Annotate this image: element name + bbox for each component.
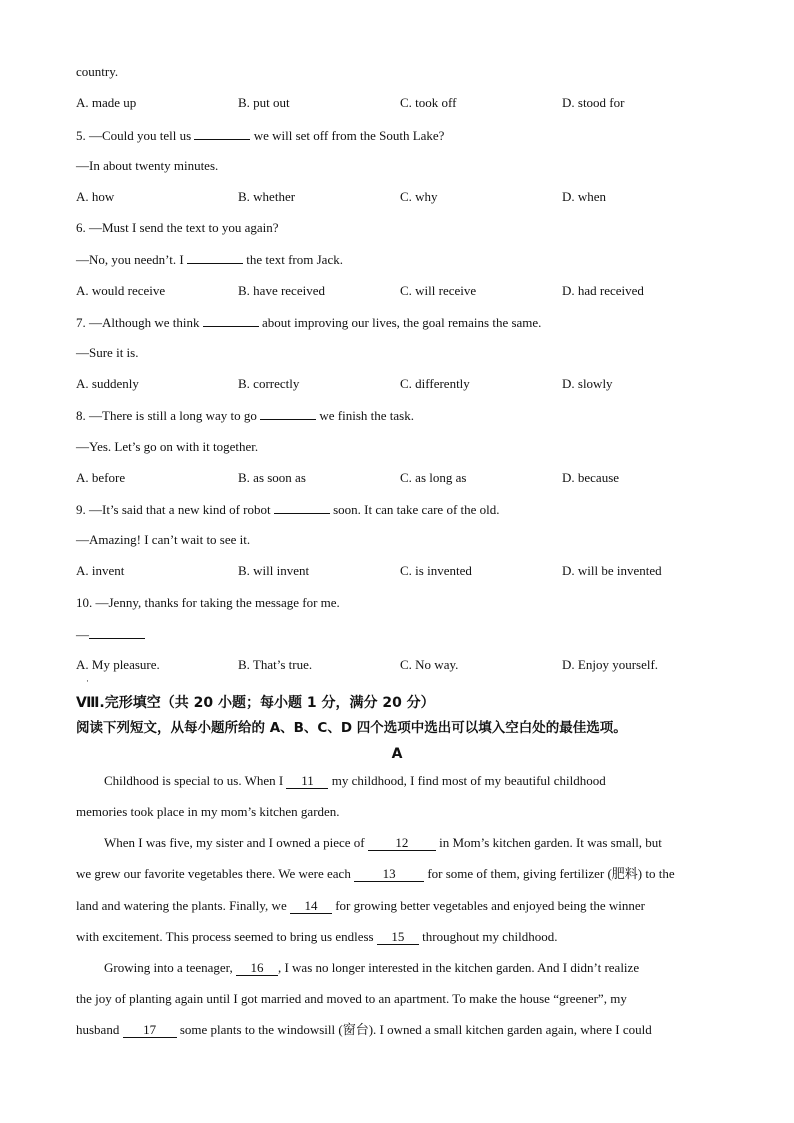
q4-option-a[interactable]: A. made up [76, 95, 137, 110]
blank-11: 11 [286, 774, 328, 789]
q6-option-c[interactable]: C. will receive [400, 283, 477, 298]
q10-option-c[interactable]: C. No way. [400, 657, 459, 672]
q9-prompt-start: 9. —It’s said that a new kind of robot [76, 502, 271, 517]
passage-line [76, 898, 645, 914]
q5-prompt-start: 5. —Could you tell us [76, 128, 192, 143]
passage-text: in Mom’s kitchen garden. It was small, but [439, 835, 662, 850]
q5-reply: —In about twenty minutes. [76, 158, 219, 173]
q6-options [76, 283, 716, 299]
passage-text: we grew our favorite vegetables there. We were each [76, 866, 351, 881]
q5-prompt-end: we will set off from the South Lake? [253, 128, 445, 143]
passage-line [76, 960, 639, 976]
q6-option-d[interactable]: D. had received [562, 283, 644, 298]
answer-blank [187, 251, 243, 264]
q10-option-a[interactable]: A. My pleasure. [76, 657, 160, 672]
passage-line [76, 835, 662, 851]
blank-14: 14 [290, 899, 332, 914]
passage-line [76, 929, 558, 945]
answer-blank [194, 127, 250, 140]
answer-blank [274, 501, 330, 514]
passage-line: memories took place in my mom’s kitchen garden. [76, 804, 340, 819]
q10-reply [76, 626, 145, 643]
q7-option-b[interactable]: B. correctly [238, 376, 300, 391]
q8-prompt [76, 407, 414, 424]
passage-line [76, 1022, 652, 1038]
q6-reply-start: —No, you needn’t. I [76, 252, 184, 267]
answer-blank [260, 407, 316, 420]
q8-reply: —Yes. Let’s go on with it together. [76, 439, 259, 454]
q5-option-a[interactable]: A. how [76, 189, 115, 204]
q10-option-d[interactable]: D. Enjoy yourself. [562, 657, 659, 672]
blank-16: 16 [236, 961, 278, 976]
answer-blank [203, 314, 259, 327]
q10-reply-dash: — [76, 627, 89, 642]
q6-prompt: 6. —Must I send the text to you again? [76, 220, 279, 235]
q10-option-b[interactable]: B. That’s true. [238, 657, 313, 672]
q9-option-c[interactable]: C. is invented [400, 563, 472, 578]
passage-text: throughout my childhood. [422, 929, 558, 944]
q7-prompt-end: about improving our lives, the goal remains the same. [262, 315, 542, 330]
q7-option-c[interactable]: C. differently [400, 376, 470, 391]
q6-reply-end: the text from Jack. [246, 252, 343, 267]
blank-13: 13 [354, 867, 424, 882]
blank-17: 17 [123, 1023, 177, 1038]
q4-option-d[interactable]: D. stood for [562, 95, 625, 110]
q9-prompt [76, 501, 500, 518]
q5-option-b[interactable]: B. whether [238, 189, 296, 204]
q10-options [76, 657, 716, 673]
q5-option-c[interactable]: C. why [400, 189, 438, 204]
passage-text: Childhood is special to us. When I [104, 773, 284, 788]
passage-text: , I was no longer interested in the kitchen garden. And I didn’t realize [277, 960, 640, 975]
q7-option-d[interactable]: D. slowly [562, 376, 613, 391]
q7-options [76, 376, 716, 392]
q4-options [76, 95, 716, 111]
q8-option-c[interactable]: C. as long as [400, 470, 467, 485]
q6-option-b[interactable]: B. have received [238, 283, 325, 298]
passage-text: with excitement. This process seemed to bring us endless [76, 929, 374, 944]
stray-mark: · [86, 676, 89, 686]
passage-text: some plants to the windowsill (窗台). I owned a small kitchen garden again, where I could [179, 1022, 652, 1037]
answer-blank [89, 626, 145, 639]
passage-line [76, 866, 675, 882]
q5-option-d[interactable]: D. when [562, 189, 607, 204]
q5-options [76, 189, 716, 205]
q7-prompt [76, 314, 541, 331]
passage-text: for growing better vegetables and enjoyed being the winner [335, 898, 645, 913]
passage-text: for some of them, giving fertilizer (肥料) to the [427, 866, 675, 881]
q8-option-d[interactable]: D. because [562, 470, 620, 485]
blank-12: 12 [368, 836, 436, 851]
q8-prompt-end: we finish the task. [319, 408, 414, 423]
q8-options [76, 470, 716, 486]
q9-prompt-end: soon. It can take care of the old. [333, 502, 500, 517]
q7-prompt-start: 7. —Although we think [76, 315, 200, 330]
passage-text: land and watering the plants. Finally, we [76, 898, 287, 913]
q8-option-a[interactable]: A. before [76, 470, 126, 485]
section-title: Ⅷ.完形填空（共 20 小题；每小题 1 分，满分 20 分） [76, 695, 435, 711]
q5-prompt [76, 127, 444, 144]
text-fragment: country. [76, 64, 119, 79]
section-instruction: 阅读下列短文，从每小题所给的 A、B、C、D 四个选项中选出可以填入空白处的最佳选项。 [76, 720, 627, 736]
q9-option-d[interactable]: D. will be invented [562, 563, 662, 578]
q7-reply: —Sure it is. [76, 345, 139, 360]
passage-line: the joy of planting again until I got married and moved to an apartment. To make the house “greener”, my [76, 991, 627, 1006]
passage-label: A [391, 746, 403, 762]
q7-option-a[interactable]: A. suddenly [76, 376, 139, 391]
q8-prompt-start: 8. —There is still a long way to go [76, 408, 257, 423]
q4-option-b[interactable]: B. put out [238, 95, 290, 110]
q9-options [76, 563, 716, 579]
q9-option-a[interactable]: A. invent [76, 563, 125, 578]
passage-text: Growing into a teenager, [104, 960, 233, 975]
passage-text: When I was five, my sister and I owned a piece of [104, 835, 365, 850]
q4-option-c[interactable]: C. took off [400, 95, 457, 110]
q9-option-b[interactable]: B. will invent [238, 563, 310, 578]
passage-text: husband [76, 1022, 120, 1037]
q9-reply: —Amazing! I can’t wait to see it. [76, 532, 251, 547]
blank-15: 15 [377, 930, 419, 945]
passage-line [76, 773, 606, 789]
q10-prompt: 10. —Jenny, thanks for taking the message for me. [76, 595, 340, 610]
q6-option-a[interactable]: A. would receive [76, 283, 166, 298]
q6-reply [76, 251, 343, 268]
q8-option-b[interactable]: B. as soon as [238, 470, 306, 485]
passage-text: my childhood, I find most of my beautiful childhood [331, 773, 606, 788]
